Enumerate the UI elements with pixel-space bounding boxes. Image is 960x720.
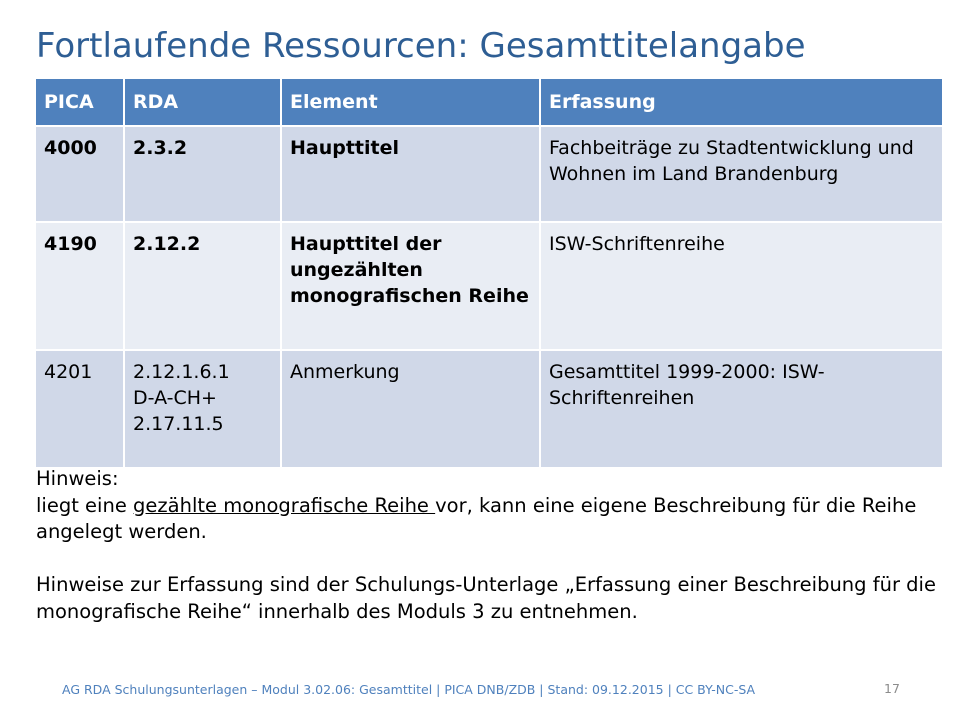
note-paragraph [36,493,936,546]
column-header-pica: PICA [36,79,124,126]
cell-pica: 4190 [36,222,124,350]
cell-element: Haupttitel der ungezählten monografischen Reihe [281,222,540,350]
rda-line: D-A-CH+ [133,387,217,409]
footer-text: AG RDA Schulungsunterlagen – Modul 3.02.06: Gesamttitel | PICA DNB/ZDB | Stand: 09.12.2015 | CC BY-NC-SA [62,682,756,697]
rda-line: 2.17.11.5 [133,413,224,435]
cell-erfassung: Fachbeiträge zu Stadtentwicklung und Wohnen im Land Brandenburg [540,126,942,222]
rda-line: 2.12.1.6.1 [133,361,230,383]
cell-pica: 4000 [36,126,124,222]
cell-erfassung: Gesamttitel 1999-2000: ISW-Schriftenreihen [540,350,942,467]
cell-rda: 2.12.2 [124,222,281,350]
reihe-link[interactable]: gezählte monografische Reihe [133,493,436,517]
page-number: 17 [884,681,900,696]
page-title: Fortlaufende Ressourcen: Gesamttitelangabe [36,26,806,66]
table-row [36,126,942,222]
note-text: vor, kann eine eigene Beschreibung für die Reihe angelegt werden. [36,493,917,543]
column-header-erfassung: Erfassung [540,79,942,126]
note-label: Hinweis: [36,467,119,490]
cell-rda: 2.3.2 [124,126,281,222]
table-row [36,350,942,467]
cell-erfassung: ISW-Schriftenreihe [540,222,942,350]
cell-element: Haupttitel [281,126,540,222]
column-header-element: Element [281,79,540,126]
field-table [36,79,942,467]
cell-rda [124,350,281,467]
table-header-row [36,79,942,126]
cell-pica: 4201 [36,350,124,467]
note-text: liegt eine [36,493,134,517]
note-paragraph-2: Hinweise zur Erfassung sind der Schulungs-Unterlage „Erfassung einer Beschreibung für die monografische Reihe“ innerhalb des Moduls 3 zu entnehmen. [36,573,936,623]
cell-element: Anmerkung [281,350,540,467]
note-block [36,466,936,625]
table-row [36,222,942,350]
column-header-rda: RDA [124,79,281,126]
